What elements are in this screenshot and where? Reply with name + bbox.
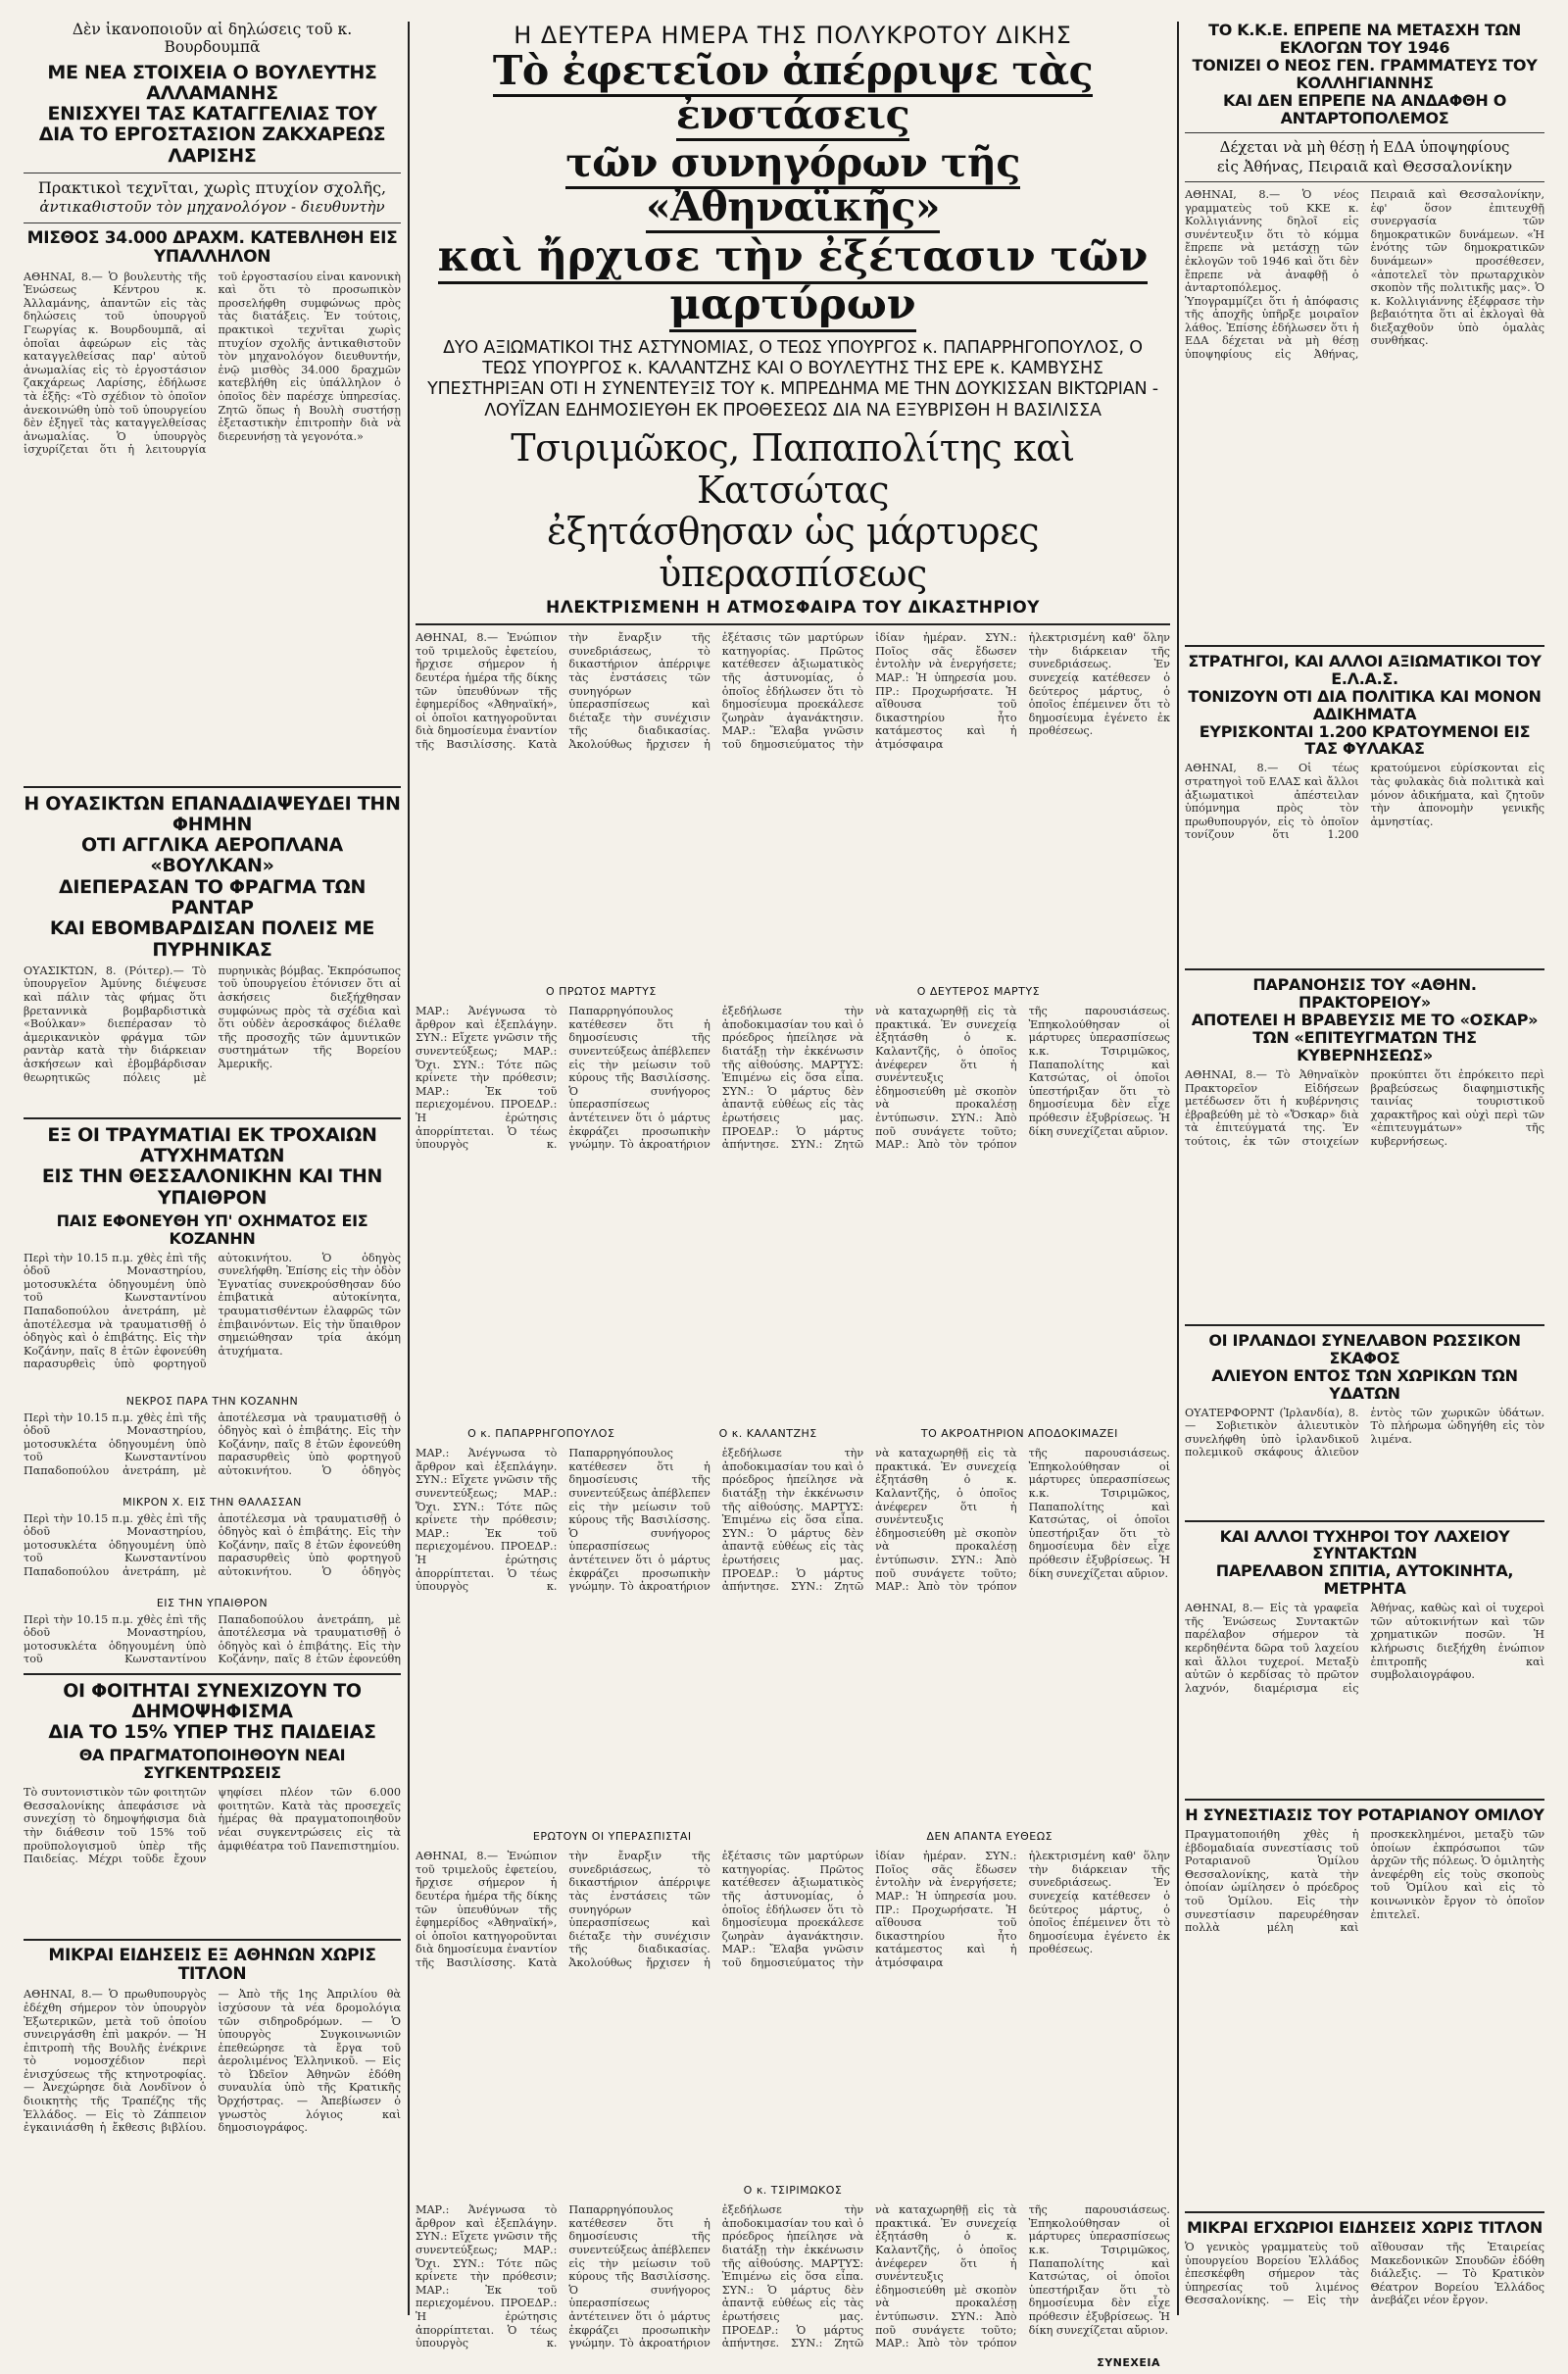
- right-headline-3-line: ΑΠΟΤΕΛΕΙ Η ΒΡΑΒΕΥΣΙΣ ΜΕ ΤΟ «ΟΣΚΑΡ»: [1191, 1011, 1539, 1030]
- center-headline-line1-text: Τὸ ἐφετεῖον ἀπέρριψε τὰς ἐνστάσεις: [493, 47, 1093, 141]
- right-headline-6: Η ΣΥΝΕΣΤΙΑΣΙΣ ΤΟΥ ΡΟΤΑΡΙΑΝΟΥ ΟΜΙΛΟΥ: [1185, 1805, 1544, 1825]
- right-headline-4-line: ΟΙ ΙΡΛΑΝΔΟΙ ΣΥΝΕΛΑΒΟΝ ΡΩΣΣΙΚΟΝ ΣΚΑΦΟΣ: [1208, 1330, 1521, 1367]
- right-article-7-text: Ὁ γενικὸς γραμματεὺς τοῦ ὑπουργείου Βορείου Ἑλλάδος ἐπεσκέφθη σήμερον τὰς ὑπηρεσίας τοῦ λιμένος Θεσσαλονίκης. — Εἰς τὴν αἴθουσαν τῆς Ἑταιρείας Μακεδονικῶν Σπουδῶν ἐδόθη διάλεξις. — Τὸ Κρατικὸν Θέατρον Βορείου Ἑλλάδος ἀνεβάζει νέον ἔργον.: [1185, 2240, 1544, 2307]
- left-headline-2-line: Η ΟΥΑΣΙΚΤΩΝ ΕΠΑΝΑΔΙΑΨΕΥΔΕΙ ΤΗΝ ΦΗΜΗΝ: [24, 792, 401, 835]
- right-headline-1-sub2: εἰς Ἀθήνας, Πειραιᾶ καὶ Θεσσαλονίκην: [1216, 157, 1513, 175]
- right-headline-1: [1185, 22, 1544, 126]
- right-headline-1-sub: Δέχεται νὰ μὴ θέσῃ ἡ ΕΔΑ ὑποψηφίους: [1219, 138, 1510, 157]
- right-headline-5-line: ΚΑΙ ΑΛΛΟΙ ΤΥΧΗΡΟΙ ΤΟΥ ΛΑΧΕΙΟΥ ΣΥΝΤΑΚΤΩΝ: [1219, 1526, 1510, 1563]
- center-big-headline-1: Τσιριμῶκος, Παπαπολίτης καὶ Κατσώτας: [511, 426, 1075, 512]
- left-article-3-text-b: Περὶ τὴν 10.15 π.μ. χθὲς ἐπὶ τῆς ὁδοῦ Μοναστηρίου, μοτοσυκλέτα ὁδηγουμένη ὑπὸ τοῦ Κωνσταντίνου Παπαδοπούλου ἀνετράπη, μὲ ἀποτέλεσμα νὰ τραυματισθῇ ὁ ὁδηγὸς καὶ ὁ ἐπιβάτης. Εἰς τὴν Κοζάνην, παῖς 8 ἐτῶν ἐφονεύθη παρασυρθεὶς ὑπὸ φορτηγοῦ αὐτοκινήτου. Ὁ ὁδηγὸς: [24, 1410, 401, 1478]
- newspaper-page: [24, 22, 1544, 2370]
- right-headline-2-line: ΣΤΡΑΤΗΓΟΙ, ΚΑΙ ΑΛΛΟΙ ΑΞΙΩΜΑΤΙΚΟΙ ΤΟΥ Ε.Λ.Α.Σ.: [1188, 651, 1542, 688]
- left-intro: Δὲν ἱκανοποιοῦν αἱ δηλώσεις τοῦ κ. Βουρδουμπᾶ: [72, 22, 353, 56]
- left-headline-2: [24, 794, 401, 961]
- column-rule: [408, 22, 410, 2315]
- center-headline-line3: [416, 233, 1170, 327]
- center-section-6: ΤΟ ΑΚΡΟΑΤΗΡΙΟΝ ΑΠΟΔΟΚΙΜΑΖΕΙ: [920, 1427, 1118, 1441]
- center-article-text-c: ΜΑΡ.: Ἀνέγνωσα τὸ ἄρθρον καὶ ἐξεπλάγην. ΣΥΝ.: Εἴχετε γνῶσιν τῆς συνεντεύξεως; ΜΑΡ.: Ὄχι. ΣΥΝ.: Τότε πῶς κρίνετε τὴν πρόθεσιν; ΜΑΡ.: Ἐκ τοῦ περιεχομένου. ΠΡΟΕΔΡ.: Ἡ ἐρώτησις ἀπορρίπτεται. Ὁ τέως ὑπουργὸς κ. Παπαρρηγόπουλος κατέθεσεν ὅτι ἡ δημοσίευσις τῆς συνεντεύξεως ἀπέβλεπεν εἰς τὴν μείωσιν τοῦ κύρους τῆς Βασιλίσσης. Ὁ συνήγορος ὑπερασπίσεως ἀντέτεινεν ὅτι ὁ μάρτυς ἐκφράζει προσωπικὴν γνώμην. Τὸ ἀκροατήριον ἐξεδήλωσε τὴν ἀποδοκιμασίαν του καὶ ὁ πρόεδρος ἠπείλησε νὰ διατάξῃ τὴν ἐκκένωσιν τῆς αἰθούσης. ΜΑΡΤΥΣ: Ἐπιμένω εἰς ὅσα εἶπα. ΣΥΝ.: Ὁ μάρτυς δὲν ἀπαντᾷ εὐθέως εἰς τὰς ἐρωτήσεις μας. ΠΡΟΕΔΡ.: Ὁ μάρτυς ἀπήντησε. ΣΥΝ.: Ζητῶ νὰ καταχωρηθῇ εἰς τὰ πρακτικά. Ἐν συνεχείᾳ ἐξητάσθη ὁ κ. Καλαντζῆς, ὁ ὁποῖος ἀνέφερεν ὅτι ἡ συνέντευξις ἐδημοσιεύθη μὲ σκοπὸν νὰ προκαλέσῃ ἐντύπωσιν. ΣΥΝ.: Ἀπὸ ποῦ συνάγετε τοῦτο; ΜΑΡ.: Ἀπὸ τὸν τρόπον τῆς παρουσιάσεως. Ἐπηκολούθησαν οἱ μάρτυρες ὑπερασπίσεως κ.κ. Τσιριμῶκος, Παπαπολίτης καὶ Κατσώτας, οἱ ὁποῖοι ὑπεστήριξαν ὅτι τὸ δημοσίευμα δὲν εἶχε πρόθεσιν ἐξυβρίσεως. Ἡ δίκη συνεχίζεται αὔριον.: [416, 1447, 1170, 1594]
- center-article-text-d: ΑΘΗΝΑΙ, 8.— Ἐνώπιον τοῦ τριμελοῦς ἐφετείου, ἤρχισε σήμερον ἡ δευτέρα ἡμέρα τῆς δίκης τῶν ὑπευθύνων τῆς ἐφημερίδος «Ἀθηναϊκή», οἱ ὁποῖοι κατηγοροῦνται διὰ δημοσίευμα ἐναντίον τῆς Βασιλίσσης. Κατὰ τὴν ἔναρξιν τῆς συνεδριάσεως, τὸ δικαστήριον ἀπέρριψε τὰς ἐνστάσεις τῶν συνηγόρων ὑπερασπίσεως καὶ διέταξε τὴν συνέχισιν τῆς διαδικασίας. Ἀκολούθως ἤρχισεν ἡ ἐξέτασις τῶν μαρτύρων κατηγορίας. Πρῶτος κατέθεσεν ἀξιωματικὸς τῆς ἀστυνομίας, ὁ ὁποῖος ἐδήλωσεν ὅτι τὸ δημοσίευμα προεκάλεσε ζωηρὰν ἀγανάκτησιν. ΜΑΡ.: Ἔλαβα γνῶσιν τοῦ δημοσιεύματος τὴν ἰδίαν ἡμέραν. ΣΥΝ.: Ποῖος σᾶς ἔδωσεν ἐντολὴν νὰ ἐνεργήσετε; ΜΑΡ.: Ἡ ὑπηρεσία μου. ΠΡ.: Προχωρήσατε. Ἡ αἴθουσα τοῦ δικαστηρίου ἦτο κατάμεστος καὶ ἡ ἀτμόσφαιρα ἠλεκτρισμένη καθ' ὅλην τὴν διάρκειαν τῆς συνεδριάσεως. Ἐν συνεχείᾳ κατέθεσεν ὁ δεύτερος μάρτυς, ὁ ὁποῖος ἐπέμεινεν ὅτι τὸ δημοσίευμα ἐγένετο ἐκ προθέσεως.: [416, 1850, 1170, 1969]
- left-headline-3: [24, 1125, 401, 1209]
- center-subheadline-2: ΗΛΕΚΤΡΙΣΜΕΝΗ Η ΑΤΜΟΣΦΑΙΡΑ ΤΟΥ ΔΙΚΑΣΤΗΡΙΟΥ: [546, 598, 1040, 618]
- center-section-row-4: [416, 2179, 1170, 2200]
- left-article-3-subhead-2: ΜΙΚΡΟΝ Χ. ΕΙΣ ΤΗΝ ΘΑΛΑΣΣΑΝ: [122, 1495, 302, 1508]
- left-headline-1: [24, 63, 401, 167]
- left-article-3-subhead-1: ΝΕΚΡΟΣ ΠΑΡΑ ΤΗΝ ΚΟΖΑΝΗΝ: [125, 1394, 299, 1408]
- left-headline-1-sub3: ΜΙΣΘΟΣ 34.000 ΔΡΑΧΜ. ΚΑΤΕΒΛΗΘΗ ΕΙΣ ΥΠΑΛΛΗΛΟΝ: [26, 227, 398, 267]
- center-article-text-a: ΑΘΗΝΑΙ, 8.— Ἐνώπιον τοῦ τριμελοῦς ἐφετείου, ἤρχισε σήμερον ἡ δευτέρα ἡμέρα τῆς δίκης τῶν ὑπευθύνων τῆς ἐφημερίδος «Ἀθηναϊκή», οἱ ὁποῖοι κατηγοροῦνται διὰ δημοσίευμα ἐναντίον τῆς Βασιλίσσης. Κατὰ τὴν ἔναρξιν τῆς συνεδριάσεως, τὸ δικαστήριον ἀπέρριψε τὰς ἐνστάσεις τῶν συνηγόρων ὑπερασπίσεως καὶ διέταξε τὴν συνέχισιν τῆς διαδικασίας. Ἀκολούθως ἤρχισεν ἡ ἐξέτασις τῶν μαρτύρων κατηγορίας. Πρῶτος κατέθεσεν ἀξιωματικὸς τῆς ἀστυνομίας, ὁ ὁποῖος ἐδήλωσεν ὅτι τὸ δημοσίευμα προεκάλεσε ζωηρὰν ἀγανάκτησιν. ΜΑΡ.: Ἔλαβα γνῶσιν τοῦ δημοσιεύματος τὴν ἰδίαν ἡμέραν. ΣΥΝ.: Ποῖος σᾶς ἔδωσεν ἐντολὴν νὰ ἐνεργήσετε; ΜΑΡ.: Ἡ ὑπηρεσία μου. ΠΡ.: Προχωρήσατε. Ἡ αἴθουσα τοῦ δικαστηρίου ἦτο κατάμεστος καὶ ἡ ἀτμόσφαιρα ἠλεκτρισμένη καθ' ὅλην τὴν διάρκειαν τῆς συνεδριάσεως. Ἐν συνεχείᾳ κατέθεσεν ὁ δεύτερος μάρτυς, ὁ ὁποῖος ἐπέμεινεν ὅτι τὸ δημοσίευμα ἐγένετο ἐκ προθέσεως.: [416, 631, 1170, 751]
- right-headline-3-line: ΠΑΡΑΝΟΗΣΙΣ ΤΟΥ «ΑΘΗΝ. ΠΡΑΚΤΟΡΕΙΟΥ»: [1252, 975, 1477, 1013]
- left-headline-3-line: ΕΞ ΟΙ ΤΡΑΥΜΑΤΙΑΙ ΕΚ ΤΡΟΧΑΙΩΝ ΑΤΥΧΗΜΑΤΩΝ: [47, 1123, 377, 1167]
- right-article-1-text: ΑΘΗΝΑΙ, 8.— Ὁ νέος γραμματεὺς τοῦ ΚΚΕ κ. Κολλιγιάννης δηλοῖ εἰς συνέντευξιν ὅτι τὸ κόμμα ἔπρεπε νὰ μετάσχῃ τῶν ἐκλογῶν τοῦ 1946 καὶ ὅτι δὲν ἔπρεπε νὰ ἀναφθῇ ὁ ἀνταρτοπόλεμος. Ὑπογραμμίζει ὅτι ἡ ἀπόφασις τῆς ἀποχῆς ὑπῆρξε μοιραῖον λάθος. Ἐπίσης ἐδήλωσεν ὅτι ἡ ΕΔΑ δέχεται νὰ μὴ θέσῃ ὑποψηφίους εἰς Ἀθήνας, Πειραιᾶ καὶ Θεσσαλονίκην, ἐφ' ὅσον ἐπιτευχθῇ συνεργασία τῶν δημοκρατικῶν δυνάμεων. «Ἡ ἑνότης τῶν δημοκρατικῶν δυνάμεων» προσέθεσεν, «ἀποτελεῖ τὸν πρωταρχικὸν σκοπὸν τῆς πολιτικῆς μας». Ὁ κ. Κολλιγιάννης ἐξέφρασε τὴν βεβαιότητα ὅτι αἱ ἐκλογαὶ θὰ διεξαχθοῦν ὑπὸ ὁμαλὰς συνθήκας.: [1185, 187, 1544, 362]
- left-headline-5: ΜΙΚΡΑΙ ΕΙΔΗΣΕΙΣ ΕΞ ΑΘΗΝΩΝ ΧΩΡΙΣ ΤΙΤΛΟΝ: [48, 1946, 376, 1985]
- left-article-4-text: Τὸ συντονιστικὸν τῶν φοιτητῶν Θεσσαλονίκης ἀπεφάσισε νὰ συνεχίσῃ τὸ δημοψήφισμα διὰ τὴν διάθεσιν τοῦ 15% τοῦ προϋπολογισμοῦ ὑπὲρ τῆς Παιδείας. Μέχρι τοῦδε ἔχουν ψηφίσει πλέον τῶν 6.000 φοιτητῶν. Κατὰ τὰς προσεχεῖς ἡμέρας θὰ πραγματοποιηθοῦν νέαι συγκεντρώσεις εἰς τὰ ἀμφιθέατρα τοῦ Πανεπιστημίου.: [24, 1786, 401, 1866]
- center-subheadline: ΔΥΟ ΑΞΙΩΜΑΤΙΚΟΙ ΤΗΣ ΑΣΤΥΝΟΜΙΑΣ, Ο ΤΕΩΣ ΥΠΟΥΡΓΟΣ κ. ΠΑΠΑΡΡΗΓΟΠΟΥΛΟΣ, Ο ΤΕΩΣ ΥΠΟΥΡΓΟΣ κ. ΚΑΛΑΝΤΖΗΣ ΚΑΙ Ο ΒΟΥΛΕΥΤΗΣ ΤΗΣ ΕΡΕ κ. ΚΑΜΒΥΣΗΣ ΥΠΕΣΤΗΡΙΞΑΝ ΟΤΙ Η ΣΥΝΕΝΤΕΥΞΙΣ ΤΟΥ κ. ΜΠΡΕΔΗΜΑ ΜΕ ΤΗΝ ΔΟΥΚΙΣΣΑΝ ΒΙΚΤΩΡΙΑΝ - ΛΟΥΪΖΑΝ ΕΔΗΜΟΣΙΕΥΘΗ ΕΚ ΠΡΟΘΕΣΕΩΣ ΔΙΑ ΝΑ ΕΞΥΒΡΙΣΘΗ Η ΒΑΣΙΛΙΣΣΑ: [427, 337, 1158, 420]
- right-article-5-text: ΑΘΗΝΑΙ, 8.— Εἰς τὰ γραφεῖα τῆς Ἑνώσεως Συντακτῶν παρέλαβον σήμερον τὰ κερδηθέντα δῶρα τοῦ λαχείου καὶ ἄλλοι τυχεροί. Μεταξὺ αὐτῶν ὁ κερδίσας τὸ πρῶτον λαχνόν, διαμέρισμα εἰς Ἀθήνας, καθὼς καὶ οἱ τυχεροὶ τῶν αὐτοκινήτων καὶ τῶν χρηματικῶν ποσῶν. Ἡ κλήρωσις διεξήχθη ἐνώπιον ἐπιτροπῆς καὶ συμβολαιογράφου.: [1185, 1602, 1544, 1695]
- right-headline-2-line: ΤΟΝΙΖΟΥΝ ΟΤΙ ΔΙΑ ΠΟΛΙΤΙΚΑ ΚΑΙ ΜΟΝΟΝ ΑΔΙΚΗΜΑΤΑ: [1188, 686, 1542, 723]
- left-article-3-text: Περὶ τὴν 10.15 π.μ. χθὲς ἐπὶ τῆς ὁδοῦ Μοναστηρίου, μοτοσυκλέτα ὁδηγουμένη ὑπὸ τοῦ Κωνσταντίνου Παπαδοπούλου ἀνετράπη, μὲ ἀποτέλεσμα νὰ τραυματισθῇ ὁ ὁδηγὸς καὶ ὁ ἐπιβάτης. Εἰς τὴν Κοζάνην, παῖς 8 ἐτῶν ἐφονεύθη παρασυρθεὶς ὑπὸ φορτηγοῦ αὐτοκινήτου. Ὁ ὁδηγὸς συνελήφθη. Ἐπίσης εἰς τὴν ὁδὸν Ἐγνατίας συνεκρούσθησαν δύο ἐπιβατικὰ αὐτοκίνητα, τραυματισθέντων ἐλαφρῶς τῶν ἐπιβαινόντων. Εἰς τὴν ὕπαιθρον σημειώθησαν τρία ἀκόμη ἀτυχήματα.: [24, 1251, 401, 1371]
- left-headline-2-line: ΟΤΙ ΑΓΓΛΙΚΑ ΑΕΡΟΠΛΑΝΑ «ΒΟΥΛΚΑΝ»: [81, 834, 343, 877]
- center-kicker: Η ΔΕΥΤΕΡΑ ΗΜΕΡΑ ΤΗΣ ΠΟΛΥΚΡΟΤΟΥ ΔΙΚΗΣ: [514, 22, 1072, 49]
- center-section-7: ΔΕΝ ΑΠΑΝΤΑ ΕΥΘΕΩΣ: [926, 1830, 1054, 1844]
- center-article-text-b: ΜΑΡ.: Ἀνέγνωσα τὸ ἄρθρον καὶ ἐξεπλάγην. ΣΥΝ.: Εἴχετε γνῶσιν τῆς συνεντεύξεως; ΜΑΡ.: Ὄχι. ΣΥΝ.: Τότε πῶς κρίνετε τὴν πρόθεσιν; ΜΑΡ.: Ἐκ τοῦ περιεχομένου. ΠΡΟΕΔΡ.: Ἡ ἐρώτησις ἀπορρίπτεται. Ὁ τέως ὑπουργὸς κ. Παπαρρηγόπουλος κατέθεσεν ὅτι ἡ δημοσίευσις τῆς συνεντεύξεως ἀπέβλεπεν εἰς τὴν μείωσιν τοῦ κύρους τῆς Βασιλίσσης. Ὁ συνήγορος ὑπερασπίσεως ἀντέτεινεν ὅτι ὁ μάρτυς ἐκφράζει προσωπικὴν γνώμην. Τὸ ἀκροατήριον ἐξεδήλωσε τὴν ἀποδοκιμασίαν του καὶ ὁ πρόεδρος ἠπείλησε νὰ διατάξῃ τὴν ἐκκένωσιν τῆς αἰθούσης. ΜΑΡΤΥΣ: Ἐπιμένω εἰς ὅσα εἶπα. ΣΥΝ.: Ὁ μάρτυς δὲν ἀπαντᾷ εὐθέως εἰς τὰς ἐρωτήσεις μας. ΠΡΟΕΔΡ.: Ὁ μάρτυς ἀπήντησε. ΣΥΝ.: Ζητῶ νὰ καταχωρηθῇ εἰς τὰ πρακτικά. Ἐν συνεχείᾳ ἐξητάσθη ὁ κ. Καλαντζῆς, ὁ ὁποῖος ἀνέφερεν ὅτι ἡ συνέντευξις ἐδημοσιεύθη μὲ σκοπὸν νὰ προκαλέσῃ ἐντύπωσιν. ΣΥΝ.: Ἀπὸ ποῦ συνάγετε τοῦτο; ΜΑΡ.: Ἀπὸ τὸν τρόπον τῆς παρουσιάσεως. Ἐπηκολούθησαν οἱ μάρτυρες ὑπερασπίσεως κ.κ. Τσιριμῶκος, Παπαπολίτης καὶ Κατσώτας, οἱ ὁποῖοι ὑπεστήριξαν ὅτι τὸ δημοσίευμα δὲν εἶχε πρόθεσιν ἐξυβρίσεως. Ἡ δίκη συνεχίζεται αὔριον.: [416, 1005, 1170, 1152]
- center-column: [416, 22, 1170, 2372]
- center-big-headline-2: ἐξητάσθησαν ὡς μάρτυρες ὑπερασπίσεως: [546, 510, 1040, 595]
- left-headline-4: [24, 1681, 401, 1744]
- right-column: [1185, 22, 1544, 2374]
- right-headline-5-line: ΠΑΡΕΛΑΒΟΝ ΣΠΙΤΙΑ, ΑΥΤΟΚΙΝΗΤΑ, ΜΕΤΡΗΤΑ: [1215, 1561, 1514, 1599]
- center-headline-line3-text: καὶ ἤρχισε τὴν ἐξέτασιν τῶν μαρτύρων: [438, 232, 1149, 331]
- left-headline-2-line: ΔΙΕΠΕΡΑΣΑΝ ΤΟ ΦΡΑΓΜΑ ΤΩΝ ΡΑΝΤΑΡ: [58, 875, 367, 918]
- right-article-3-text: ΑΘΗΝΑΙ, 8.— Τὸ Ἀθηναϊκὸν Πρακτορεῖον Εἰδήσεων μετέδωσεν ὅτι ἡ κυβέρνησις ἐβραβεύθη μὲ τὸ «Ὄσκαρ» διὰ τὰ ἐπιτεύγματά της. Ἐν τούτοις, ἐκ τῶν στοιχείων προκύπτει ὅτι ἐπρόκειτο περὶ βραβεύσεως διαφημιστικῆς ταινίας τουριστικοῦ χαρακτῆρος καὶ οὐχὶ περὶ τῶν «ἐπιτευγμάτων» τῆς κυβερνήσεως.: [1185, 1067, 1544, 1148]
- left-headline-4-line: ΔΙΑ ΤΟ 15% ΥΠΕΡ ΤΗΣ ΠΑΙΔΕΙΑΣ: [48, 1721, 376, 1744]
- left-article-3-subhead-3: ΕΙΣ ΤΗΝ ΥΠΑΙΘΡΟΝ: [156, 1596, 269, 1609]
- left-article-1-text: ΑΘΗΝΑΙ, 8.— Ὁ βουλευτὴς τῆς Ἑνώσεως Κέντρου κ. Ἀλλαμάνης, ἀπαντῶν εἰς τὰς δηλώσεις τοῦ ὑπουργοῦ Γεωργίας κ. Βουρδουμπᾶ, αἱ ὁποῖαι ἀφεώρων εἰς τὰς καταγγελθείσας παρ' αὐτοῦ ἀνωμαλίας εἰς τὸ ἐργοστάσιον ζακχάρεως Λαρίσης, ἐδήλωσε τὰ ἑξῆς: «Τὸ σχέδιον τὸ ὁποῖον ἀνεκοινώθη ὑπὸ τοῦ ὑπουργείου δὲν ἐξηγεῖ τὰς καταγγελθείσας ἀνωμαλίας. Ὁ ὑπουργὸς ἰσχυρίζεται ὅτι ἡ λειτουργία τοῦ ἐργοστασίου εἶναι κανονικὴ καὶ ὅτι τὸ προσωπικὸν προσελήφθη συμφώνως πρὸς τὰς διατάξεις. Ἐν τούτοις, πρακτικοὶ τεχνῖται χωρὶς πτυχίον σχολῆς ἀντικαθιστοῦν τὸν μηχανολόγον διευθυντήν, ἐνῷ μισθὸς 34.000 δραχμῶν κατεβλήθη εἰς ὑπάλληλον ὁ ὁποῖος δὲν παρέσχε ὑπηρεσίας. Ζητῶ ὅπως ἡ Βουλὴ συστήσῃ ἐξεταστικὴν ἐπιτροπὴν διὰ νὰ διερευνήσῃ τὰ γεγονότα.»: [24, 270, 401, 457]
- left-article-5-text: ΑΘΗΝΑΙ, 8.— Ὁ πρωθυπουργὸς ἐδέχθη σήμερον τὸν ὑπουργὸν Ἐξωτερικῶν, μετὰ τοῦ ὁποίου συνειργάσθη ἐπὶ μακρόν. — Ἡ ἐπιτροπὴ τῆς Βουλῆς ἐνέκρινε τὸ νομοσχέδιον περὶ ἐνισχύσεως τῆς κτηνοτροφίας. — Ἀνεχώρησε διὰ Λονδῖνον ὁ διοικητὴς τῆς Τραπέζης τῆς Ἑλλάδος. — Εἰς τὸ Ζάππειον ἐγκαινιάσθη ἡ ἔκθεσις βιβλίου. — Ἀπὸ τῆς 1ης Ἀπριλίου θὰ ἰσχύσουν τὰ νέα δρομολόγια τῶν σιδηροδρόμων. — Ὁ ὑπουργὸς Συγκοινωνιῶν ἐπεθεώρησε τὰ ἔργα τοῦ ἀερολιμένος Ἑλληνικοῦ. — Εἰς τὸ Ὠδεῖον Ἀθηνῶν ἐδόθη συναυλία ὑπὸ τῆς Κρατικῆς Ὀρχήστρας. — Ἀπεβίωσεν ὁ γνωστὸς λόγιος καὶ δημοσιογράφος.: [24, 1988, 401, 2135]
- right-article-4-text: ΟΥΑΤΕΡΦΟΡΝΤ (Ἰρλανδία), 8.— Σοβιετικὸν ἁλιευτικὸν συνελήφθη ὑπὸ ἰρλανδικοῦ πολεμικοῦ σκάφους ἁλιεῦον ἐντὸς τῶν χωρικῶν ὑδάτων. Τὸ πλήρωμα ὠδηγήθη εἰς τὸν λιμένα.: [1185, 1406, 1544, 1459]
- right-article-6-text: Πραγματοποιήθη χθὲς ἡ ἑβδομαδιαία συνεστίασις τοῦ Ροταριανοῦ Ὁμίλου Θεσσαλονίκης, κατὰ τὴν ὁποίαν ὡμίλησεν ὁ πρόεδρος τοῦ Ὁμίλου. Εἰς τὴν συνεστίασιν παρευρέθησαν πολλὰ μέλη καὶ προσκεκλημένοι, μεταξὺ τῶν ὁποίων ἐκπρόσωποι τῶν ἀρχῶν τῆς πόλεως. Ὁ ὁμιλητὴς ἀνεφέρθη εἰς τοὺς σκοποὺς τοῦ Ὁμίλου καὶ εἰς τὸ κοινωνικὸν ἔργον τὸ ὁποῖον ἐπιτελεῖ.: [1185, 1828, 1544, 1935]
- right-headline-1-line: ΤΟΝΙΖΕΙ Ο ΝΕΟΣ ΓΕΝ. ΓΡΑΜΜΑΤΕΥΣ ΤΟΥ ΚΟΛΛΗΓΙΑΝΝΗΣ: [1192, 55, 1538, 92]
- left-headline-2-line: ΚΑΙ ΕΒΟΜΒΑΡΔΙΣΑΝ ΠΟΛΕΙΣ ΜΕ ΠΥΡΗΝΙΚΑΣ: [49, 917, 375, 961]
- left-headline-4-sub: ΘΑ ΠΡΑΓΜΑΤΟΠΟΙΗΘΟΥΝ ΝΕΑΙ ΣΥΓΚΕΝΤΡΩΣΕΙΣ: [78, 1746, 346, 1783]
- left-headline-1-sub2: ἀντικαθιστοῦν τὸν μηχανολόγον - διευθυντὴν: [39, 198, 385, 217]
- center-section-row-2: [416, 1422, 1170, 1443]
- left-column: [24, 22, 401, 2317]
- right-headline-1-line: ΚΑΙ ΔΕΝ ΕΠΡΕΠΕ ΝΑ ΑΝΔΑΦΘΗ Ο ΑΝΤΑΡΤΟΠΟΛΕΜΟΣ: [1223, 90, 1506, 127]
- right-headline-2-line: ΕΥΡΙΣΚΟΝΤΑΙ 1.200 ΚΡΑΤΟΥΜΕΝΟΙ ΕΙΣ ΤΑΣ ΦΥΛΑΚΑΣ: [1199, 721, 1531, 759]
- right-headline-3-line: ΤΩΝ «ΕΠΙΤΕΥΓΜΑΤΩΝ ΤΗΣ ΚΥΒΕΡΝΗΣΕΩΣ»: [1252, 1028, 1477, 1064]
- right-headline-3: [1185, 976, 1544, 1064]
- center-article-text-e: ΜΑΡ.: Ἀνέγνωσα τὸ ἄρθρον καὶ ἐξεπλάγην. ΣΥΝ.: Εἴχετε γνῶσιν τῆς συνεντεύξεως; ΜΑΡ.: Ὄχι. ΣΥΝ.: Τότε πῶς κρίνετε τὴν πρόθεσιν; ΜΑΡ.: Ἐκ τοῦ περιεχομένου. ΠΡΟΕΔΡ.: Ἡ ἐρώτησις ἀπορρίπτεται. Ὁ τέως ὑπουργὸς κ. Παπαρρηγόπουλος κατέθεσεν ὅτι ἡ δημοσίευσις τῆς συνεντεύξεως ἀπέβλεπεν εἰς τὴν μείωσιν τοῦ κύρους τῆς Βασιλίσσης. Ὁ συνήγορος ὑπερασπίσεως ἀντέτεινεν ὅτι ὁ μάρτυς ἐκφράζει προσωπικὴν γνώμην. Τὸ ἀκροατήριον ἐξεδήλωσε τὴν ἀποδοκιμασίαν του καὶ ὁ πρόεδρος ἠπείλησε νὰ διατάξῃ τὴν ἐκκένωσιν τῆς αἰθούσης. ΜΑΡΤΥΣ: Ἐπιμένω εἰς ὅσα εἶπα. ΣΥΝ.: Ὁ μάρτυς δὲν ἀπαντᾷ εὐθέως εἰς τὰς ἐρωτήσεις μας. ΠΡΟΕΔΡ.: Ὁ μάρτυς ἀπήντησε. ΣΥΝ.: Ζητῶ νὰ καταχωρηθῇ εἰς τὰ πρακτικά. Ἐν συνεχείᾳ ἐξητάσθη ὁ κ. Καλαντζῆς, ὁ ὁποῖος ἀνέφερεν ὅτι ἡ συνέντευξις ἐδημοσιεύθη μὲ σκοπὸν νὰ προκαλέσῃ ἐντύπωσιν. ΣΥΝ.: Ἀπὸ ποῦ συνάγετε τοῦτο; ΜΑΡ.: Ἀπὸ τὸν τρόπον τῆς παρουσιάσεως. Ἐπηκολούθησαν οἱ μάρτυρες ὑπερασπίσεως κ.κ. Τσιριμῶκος, Παπαπολίτης καὶ Κατσώτας, οἱ ὁποῖοι ὑπεστήριξαν ὅτι τὸ δημοσίευμα δὲν εἶχε πρόθεσιν ἐξυβρίσεως. Ἡ δίκη συνεχίζεται αὔριον.: [416, 2203, 1170, 2350]
- left-headline-1-sub1: Πρακτικοὶ τεχνῖται, χωρὶς πτυχίον σχολῆς,: [37, 177, 387, 197]
- left-article-3-text-d: Περὶ τὴν 10.15 π.μ. χθὲς ἐπὶ τῆς ὁδοῦ Μοναστηρίου, μοτοσυκλέτα ὁδηγουμένη ὑπὸ τοῦ Κωνσταντίνου Παπαδοπούλου ἀνετράπη, μὲ ἀποτέλεσμα νὰ τραυματισθῇ ὁ ὁδηγὸς καὶ ὁ ἐπιβάτης. Εἰς τὴν Κοζάνην, παῖς 8 ἐτῶν ἐφονεύθη: [24, 1612, 401, 1666]
- center-continued: ΣΥΝΕΧΕΙΑ: [1097, 2356, 1160, 2370]
- left-headline-3-line: ΕΙΣ ΤΗΝ ΘΕΣΣΑΛΟΝΙΚΗΝ ΚΑΙ ΤΗΝ ΥΠΑΙΘΡΟΝ: [41, 1165, 383, 1209]
- center-section-8: Ο κ. ΤΣΙΡΙΜΩΚΟΣ: [743, 2184, 843, 2198]
- left-headline-1-line: ΜΕ ΝΕΑ ΣΤΟΙΧΕΙΑ Ο ΒΟΥΛΕΥΤΗΣ ΑΛΛΑΜΑΝΗΣ: [47, 61, 377, 104]
- center-headline-line2: [416, 141, 1170, 229]
- center-section-5: ΕΡΩΤΟΥΝ ΟΙ ΥΠΕΡΑΣΠΙΣΤΑΙ: [532, 1830, 692, 1844]
- right-headline-5: [1185, 1528, 1544, 1599]
- right-article-2-text: ΑΘΗΝΑΙ, 8.— Οἱ τέως στρατηγοὶ τοῦ ΕΛΑΣ καὶ ἄλλοι ἀξιωματικοὶ ἀπέστειλαν ὑπόμνημα πρὸς τὸν πρωθυπουργόν, εἰς τὸ ὁποῖον τονίζουν ὅτι 1.200 κρατούμενοι εὑρίσκονται εἰς τὰς φυλακὰς διὰ πολιτικὰ καὶ μόνον ἀδικήματα, καὶ ζητοῦν τὴν ἀπονομὴν γενικῆς ἀμνηστίας.: [1185, 762, 1544, 842]
- column-rule: [1177, 22, 1179, 2315]
- center-section-3: Ο κ. ΠΑΠΑΡΡΗΓΟΠΟΥΛΟΣ: [467, 1427, 615, 1441]
- center-section-4: Ο κ. ΚΑΛΑΝΤΖΗΣ: [718, 1427, 817, 1441]
- right-headline-1-line: ΤΟ Κ.Κ.Ε. ΕΠΡΕΠΕ ΝΑ ΜΕΤΑΣΧΗ ΤΩΝ ΕΚΛΟΓΩΝ ΤΟΥ 1946: [1208, 22, 1521, 57]
- center-section-row-3: [416, 1825, 1170, 1846]
- left-article-3-text-c: Περὶ τὴν 10.15 π.μ. χθὲς ἐπὶ τῆς ὁδοῦ Μοναστηρίου, μοτοσυκλέτα ὁδηγουμένη ὑπὸ τοῦ Κωνσταντίνου Παπαδοπούλου ἀνετράπη, μὲ ἀποτέλεσμα νὰ τραυματισθῇ ὁ ὁδηγὸς καὶ ὁ ἐπιβάτης. Εἰς τὴν Κοζάνην, παῖς 8 ἐτῶν ἐφονεύθη παρασυρθεὶς ὑπὸ φορτηγοῦ αὐτοκινήτου. Ὁ ὁδηγὸς: [24, 1511, 401, 1579]
- right-headline-4: [1185, 1332, 1544, 1403]
- center-section-1: Ο ΠΡΩΤΟΣ ΜΑΡΤΥΣ: [545, 985, 657, 999]
- center-headline-line1: [416, 49, 1170, 137]
- right-headline-4-line: ΑΛΙΕΥΟΝ ΕΝΤΟΣ ΤΩΝ ΧΩΡΙΚΩΝ ΤΩΝ ΥΔΑΤΩΝ: [1211, 1365, 1518, 1403]
- left-headline-3-sub: ΠΑΙΣ ΕΦΟΝΕΥΘΗ ΥΠ' ΟΧΗΜΑΤΟΣ ΕΙΣ ΚΟΖΑΝΗΝ: [56, 1211, 368, 1248]
- center-section-2: Ο ΔΕΥΤΕΡΟΣ ΜΑΡΤΥΣ: [916, 985, 1041, 999]
- left-headline-4-line: ΟΙ ΦΟΙΤΗΤΑΙ ΣΥΝΕΧΙΖΟΥΝ ΤΟ ΔΗΜΟΨΗΦΙΣΜΑ: [63, 1679, 362, 1722]
- right-headline-2: [1185, 653, 1544, 758]
- right-headline-7: ΜΙΚΡΑΙ ΕΓΧΩΡΙΟΙ ΕΙΔΗΣΕΙΣ ΧΩΡΙΣ ΤΙΤΛΟΝ: [1187, 2218, 1543, 2238]
- left-headline-1-line: ΔΙΑ ΤΟ ΕΡΓΟΣΤΑΣΙΟΝ ΖΑΚΧΑΡΕΩΣ ΛΑΡΙΣΗΣ: [38, 124, 386, 167]
- center-headline-line2-text: τῶν συνηγόρων τῆς «Ἀθηναϊκῆς»: [565, 139, 1020, 233]
- center-section-row-1: [416, 980, 1170, 1001]
- left-headline-1-line: ΕΝΙΣΧΥΕΙ ΤΑΣ ΚΑΤΑΓΓΕΛΙΑΣ ΤΟΥ: [47, 103, 377, 125]
- left-article-2-text: ΟΥΑΣΙΚΤΩΝ, 8. (Ρόιτερ).— Τὸ ὑπουργεῖον Ἀμύνης διέψευσε καὶ πάλιν τὰς φήμας ὅτι βρεταννικὰ βομβαρδιστικὰ «Βούλκαν» διεπέρασαν τὸ ἀμερικανικὸν φράγμα τῶν ραντὰρ κατὰ τὴν διάρκειαν ἀσκήσεων καὶ ἐβομβάρδισαν θεωρητικῶς πόλεις μὲ πυρηνικὰς βόμβας. Ἐκπρόσωπος τοῦ ὑπουργείου ἐτόνισεν ὅτι αἱ ἀσκήσεις διεξήχθησαν συμφώνως πρὸς τὰ σχέδια καὶ ὅτι οὐδὲν ἀεροσκάφος διέλαθε τῆς προσοχῆς τῶν ἀμυντικῶν συστημάτων τῆς Βορείου Ἀμερικῆς.: [24, 964, 401, 1084]
